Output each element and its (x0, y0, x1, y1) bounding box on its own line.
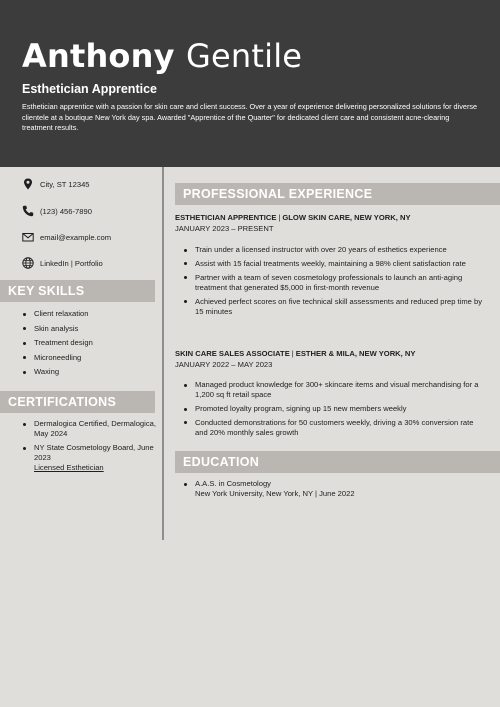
candidate-name (22, 34, 302, 78)
school: New York University, New York, NY | June 2022 (195, 489, 355, 499)
experience-heading: PROFESSIONAL EXPERIENCE (175, 183, 500, 205)
job-company: ESTHER & MILA, NEW YORK, NY (295, 349, 416, 358)
education-heading: EDUCATION (175, 451, 500, 473)
job-dates: JANUARY 2022 – MAY 2023 (175, 360, 273, 369)
summary: Esthetician apprentice with a passion for skin care and client success. Over a year of experience delivering personalized solutions for diverse clientele at a boutique New York day spa. Awarded "Apprentice of the Quarter" for dedicated client care and consistent acne-clearing treatment results. (22, 102, 478, 132)
contact-phone (22, 204, 92, 218)
job-bullet: Conducted demonstrations for 50 customers weekly, driving a 30% conversion rate and 20% monthly sales growth (183, 418, 488, 439)
certification-item (22, 419, 157, 439)
job-heading (175, 349, 415, 358)
job-dates: JANUARY 2023 – PRESENT (175, 224, 274, 233)
separator: | (291, 349, 294, 358)
skills-heading: KEY SKILLS (0, 280, 155, 302)
globe-icon (22, 256, 34, 270)
skill-item: Skin analysis (22, 324, 157, 334)
location-text: City, ST 12345 (40, 179, 90, 189)
envelope-icon (22, 230, 34, 244)
license-link[interactable]: Licensed Esthetician (34, 463, 104, 472)
column-divider (162, 167, 164, 540)
profile-links[interactable]: LinkedIn | Portfolio (40, 258, 103, 268)
certifications-heading: CERTIFICATIONS (0, 391, 155, 413)
skill-item: Client relaxation (22, 309, 157, 319)
skill-item: Treatment design (22, 338, 157, 348)
job-bullet: Partner with a team of seven cosmetology professionals to launch an anti-aging treatment that generated $5,000 in first-month revenue (183, 273, 488, 294)
job-bullet: Promoted loyalty program, signing up 15 new members weekly (183, 404, 488, 414)
job-bullet: Achieved perfect scores on five technical skill assessments and reduced prep time by 15 minutes (183, 297, 488, 318)
certification-item (22, 443, 157, 473)
job-bullet: Assist with 15 facial treatments weekly, maintaining a 98% client satisfaction rate (183, 259, 488, 269)
job-role: ESTHETICIAN APPRENTICE (175, 213, 277, 222)
contact-location (22, 177, 90, 191)
degree: A.A.S. in Cosmetology (195, 479, 271, 488)
skill-item: Microneedling (22, 353, 157, 363)
job-heading (175, 213, 411, 222)
phone-icon (22, 204, 34, 218)
job-role: SKIN CARE SALES ASSOCIATE (175, 349, 290, 358)
job-company: GLOW SKIN CARE, NEW YORK, NY (282, 213, 411, 222)
contact-links[interactable] (22, 256, 103, 270)
map-pin-icon (22, 177, 34, 191)
certification-text: NY State Cosmetology Board, June 2023 (34, 443, 154, 462)
job-bullets (183, 380, 488, 442)
separator: | (278, 213, 281, 222)
contact-email[interactable] (22, 230, 111, 244)
last-name: Gentile (186, 37, 303, 75)
phone-text: (123) 456-7890 (40, 206, 92, 216)
education-item (183, 479, 488, 500)
job-bullet: Managed product knowledge for 300+ skincare items and visual merchandising for a 1,200 sq ft retail space (183, 380, 488, 401)
job-title: Esthetician Apprentice (22, 82, 157, 96)
job-bullets (183, 245, 488, 321)
resume-header (0, 0, 500, 167)
email-link[interactable]: email@example.com (40, 232, 112, 242)
skill-item: Waxing (22, 367, 157, 377)
certification-text: Dermalogica Certified, Dermalogica, May 2024 (34, 419, 156, 438)
first-name: Anthony (22, 37, 175, 75)
skills-list (22, 309, 157, 382)
job-bullet: Train under a licensed instructor with over 20 years of esthetics experience (183, 245, 488, 255)
education-list (183, 479, 488, 503)
certifications-list (22, 419, 157, 477)
